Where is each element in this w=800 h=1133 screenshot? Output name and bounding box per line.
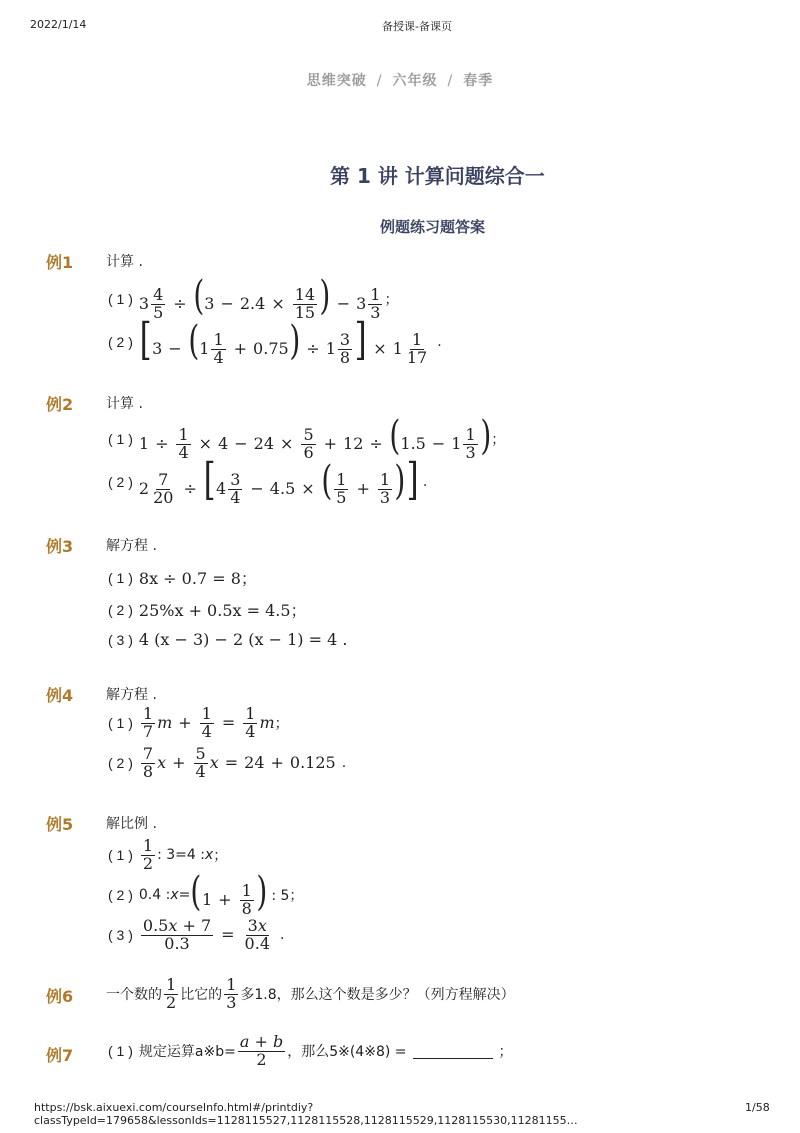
lecture-title: 第 1 讲 计算问题综合一	[330, 164, 545, 188]
example-4-label: 例4	[46, 686, 74, 705]
example-2-part-2: ( 2 ) 2 $\frac{7}{20}$ ÷ [4 $\frac{3}{4}$ − 4.5 × ( $\frac{1}{5}$ + $\frac{1}{3}$ )] .	[108, 454, 428, 507]
example-7-part-1: ( 1 ) 规定运算a※b= $\frac{a + b}{2}$ ，那么5※(4※8) = ；	[108, 1032, 513, 1069]
example-5-part-3: ( 3 ) $\frac{0.5x + 7}{0.3}$ = $\frac{3x}{0.4}$ .	[108, 916, 285, 953]
example-3-part-1: ( 1 ) 8x ÷ 0.7 = 8；	[108, 569, 257, 588]
example-4-intro: 解方程 .	[106, 687, 157, 703]
example-5-part-2: ( 2 ) 0.4 : x = (1 + $\frac{1}{8}$ ) : 5；	[108, 869, 304, 918]
breadcrumb-item-3: 春季	[463, 73, 494, 89]
example-1-part-1: ( 1 ) 3 $\frac{4}{5}$ ÷ (3 − 2.4 × $\frac{14}{15}$ ) − 3 $\frac{1}{3}$ ；	[108, 273, 399, 322]
print-title: 备授课-备课页	[382, 20, 452, 33]
breadcrumb-separator: /	[447, 73, 454, 89]
breadcrumb-item-1: 思维突破	[306, 73, 367, 89]
answer-blank[interactable]	[413, 1044, 493, 1059]
page-url[interactable]: https://bsk.aixuexi.com/courseInfo.html#/printdiy?classTypeId=179658&lessonIds=1128115527,1128115528,1128115529,1128115530,11281155…	[34, 1101, 578, 1127]
example-5-part-1: ( 1 ) $\frac{1}{2}$ : 3=4 : x ；	[108, 836, 228, 873]
example-1-label: 例1	[46, 253, 74, 272]
example-3-intro: 解方程 .	[106, 538, 157, 554]
example-4-part-2: ( 2 ) $\frac{7}{8}$ x + $\frac{5}{4}$ x = 24 + 0.125 .	[108, 744, 347, 781]
example-6-label: 例6	[46, 987, 74, 1006]
example-4-part-1: ( 1 ) $\frac{1}{7}$ m + $\frac{1}{4}$ = $\frac{1}{4}$ m ；	[108, 704, 289, 741]
example-6-text: 一个数的 $\frac{1}{2}$ 比它的 $\frac{1}{3}$ 多1.8，那么这个数是多少？（列方程解决）	[106, 975, 515, 1012]
example-5-label: 例5	[46, 815, 74, 834]
example-3-part-2: ( 2 ) 25%x + 0.5x = 4.5；	[108, 601, 307, 620]
breadcrumb	[0, 70, 800, 90]
page-number: 1/58	[745, 1101, 770, 1114]
print-date: 2022/1/14	[30, 18, 87, 31]
example-1-intro: 计算 .	[106, 254, 143, 270]
example-3-part-3: ( 3 ) 4 (x − 3) − 2 (x − 1) = 4 .	[108, 630, 348, 649]
example-3-label: 例3	[46, 537, 74, 556]
example-7-label: 例7	[46, 1046, 74, 1065]
example-2-intro: 计算 .	[106, 396, 143, 412]
example-1-part-2: ( 2 ) [3 − (1 $\frac{1}{4}$ + 0.75) ÷ 1 $\frac{3}{8}$ ] × 1 $\frac{1}{17}$ .	[108, 314, 442, 367]
example-5-intro: 解比例 .	[106, 816, 157, 832]
example-2-label: 例2	[46, 395, 74, 414]
breadcrumb-separator: /	[376, 73, 383, 89]
breadcrumb-item-2: 六年级	[392, 73, 438, 89]
example-2-part-1: ( 1 ) 1 ÷ $\frac{1}{4}$ × 4 − 24 × $\frac{5}{6}$ + 12 ÷ (1.5 − 1 $\frac{1}{3}$ ) ；	[108, 413, 506, 462]
section-subtitle: 例题练习题答案	[380, 218, 486, 236]
